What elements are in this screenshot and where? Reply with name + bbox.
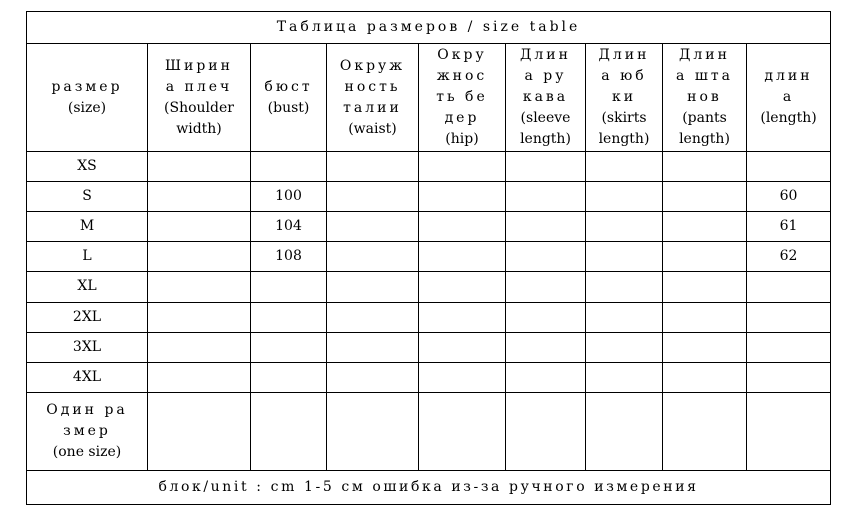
- footer-row: [27, 470, 831, 504]
- table-row-one-size: [27, 392, 831, 470]
- table-cell: [251, 362, 327, 392]
- table-cell: [148, 332, 251, 362]
- table-cell: 100: [251, 182, 327, 212]
- table-row: [27, 302, 831, 332]
- table-cell: [327, 182, 419, 212]
- table-cell: [419, 242, 506, 272]
- column-header-en-line: (bust): [267, 99, 310, 116]
- table-cell: [251, 152, 327, 182]
- table-cell: [148, 302, 251, 332]
- table-cell: [586, 212, 663, 242]
- column-header-en-line: (length): [760, 110, 817, 127]
- table-cell: [148, 362, 251, 392]
- table-cell: [586, 182, 663, 212]
- table-cell: [747, 392, 831, 470]
- column-header-ru-line: а ру: [524, 68, 567, 85]
- table-cell: [506, 272, 586, 302]
- table-cell: [586, 152, 663, 182]
- table-cell: 61: [747, 212, 831, 242]
- table-cell: [148, 182, 251, 212]
- size-label-cell: 4XL: [27, 362, 148, 392]
- table-cell: [747, 302, 831, 332]
- size-table: [26, 11, 831, 505]
- table-cell: [586, 392, 663, 470]
- column-header-en-line: length): [520, 131, 571, 148]
- table-cell: [586, 272, 663, 302]
- table-cell: [419, 332, 506, 362]
- table-row: [27, 212, 831, 242]
- column-header-en-line: (waist): [348, 120, 397, 137]
- one-size-ru-line: змер: [63, 422, 111, 439]
- column-header-ru-line: а: [782, 89, 795, 106]
- column-header: [419, 44, 506, 152]
- column-header-ru-line: а плеч: [165, 78, 233, 95]
- column-header-en-line: (pants: [682, 110, 727, 127]
- table-cell: [506, 392, 586, 470]
- table-cell: [586, 302, 663, 332]
- table-cell: [327, 212, 419, 242]
- table-cell: [327, 272, 419, 302]
- table-row: [27, 182, 831, 212]
- table-cell: [747, 332, 831, 362]
- table-cell: [148, 392, 251, 470]
- column-header-ru-line: Окру: [437, 47, 487, 64]
- table-row: [27, 362, 831, 392]
- table-cell: [251, 332, 327, 362]
- table-cell: [327, 392, 419, 470]
- table-cell: [327, 242, 419, 272]
- size-label-cell: [27, 392, 148, 470]
- table-cell: [148, 272, 251, 302]
- column-header-en-line: (Shoulder: [164, 99, 234, 116]
- column-header-en-line: width): [176, 120, 222, 137]
- column-header-en-line: (hip): [445, 131, 479, 148]
- table-cell: [419, 272, 506, 302]
- table-cell: [419, 392, 506, 470]
- column-header: [27, 44, 148, 152]
- table-cell: 104: [251, 212, 327, 242]
- table-cell: [747, 152, 831, 182]
- column-header: [251, 44, 327, 152]
- table-cell: [506, 302, 586, 332]
- table-row: [27, 332, 831, 362]
- table-cell: [327, 152, 419, 182]
- table-row: [27, 242, 831, 272]
- table-cell: [251, 392, 327, 470]
- table-footer-note: блок/unit : cm 1-5 см ошибка из-за ручного измерения: [27, 470, 831, 504]
- size-label-cell: L: [27, 242, 148, 272]
- one-size-ru-line: Один ра: [46, 401, 128, 418]
- column-header-ru-line: бюст: [264, 78, 313, 95]
- table-cell: [251, 272, 327, 302]
- column-header-ru-line: а юб: [601, 68, 647, 85]
- table-cell: [251, 302, 327, 332]
- size-label-cell: XL: [27, 272, 148, 302]
- column-header-ru-line: длин: [764, 68, 813, 85]
- table-cell: [506, 182, 586, 212]
- table-cell: [663, 332, 747, 362]
- column-header-ru-line: нов: [687, 89, 722, 106]
- one-size-en-line: (one size): [52, 443, 122, 460]
- column-header-ru-line: Длин: [679, 47, 730, 64]
- size-label-cell: S: [27, 182, 148, 212]
- column-header-ru-line: Длин: [520, 47, 571, 64]
- table-cell: [663, 182, 747, 212]
- size-label-cell: 3XL: [27, 332, 148, 362]
- table-cell: [663, 242, 747, 272]
- table-cell: [506, 152, 586, 182]
- table-cell: [419, 362, 506, 392]
- table-cell: [506, 332, 586, 362]
- column-header: [663, 44, 747, 152]
- table-title: Таблица размеров / size table: [27, 12, 831, 44]
- table-cell: [747, 362, 831, 392]
- table-cell: [663, 302, 747, 332]
- table-row: [27, 272, 831, 302]
- table-cell: [419, 182, 506, 212]
- table-cell: 60: [747, 182, 831, 212]
- column-header: [747, 44, 831, 152]
- table-cell: [663, 152, 747, 182]
- table-cell: [506, 242, 586, 272]
- column-header: [586, 44, 663, 152]
- column-header-ru-line: дер: [444, 110, 480, 127]
- column-header-en-line: (skirts: [601, 110, 647, 127]
- table-cell: [148, 242, 251, 272]
- column-header: [148, 44, 251, 152]
- column-header-ru-line: Окруж: [339, 57, 406, 74]
- header-row: [27, 44, 831, 152]
- column-header-en-line: (sleeve: [520, 110, 571, 127]
- table-cell: [327, 362, 419, 392]
- table-cell: [327, 332, 419, 362]
- column-header-ru-line: размер: [51, 78, 123, 95]
- column-header: [327, 44, 419, 152]
- column-header-ru-line: ность: [344, 78, 401, 95]
- table-cell: [419, 302, 506, 332]
- table-cell: [419, 152, 506, 182]
- column-header-ru-line: а шта: [676, 68, 733, 85]
- column-header-en-line: (size): [67, 99, 107, 116]
- column-header-ru-line: ки: [611, 89, 637, 106]
- column-header-ru-line: Длин: [598, 47, 650, 64]
- column-header-ru-line: талии: [343, 99, 402, 116]
- table-cell: [663, 212, 747, 242]
- column-header: [506, 44, 586, 152]
- column-header-ru-line: жнос: [436, 68, 488, 85]
- table-cell: [327, 302, 419, 332]
- column-header-ru-line: ть бе: [436, 89, 488, 106]
- table-cell: [663, 362, 747, 392]
- table-cell: [148, 212, 251, 242]
- table-cell: [506, 212, 586, 242]
- size-label-cell: XS: [27, 152, 148, 182]
- table-cell: [506, 362, 586, 392]
- table-cell: 108: [251, 242, 327, 272]
- column-header-ru-line: кава: [522, 89, 569, 106]
- size-label-cell: M: [27, 212, 148, 242]
- table-cell: [419, 212, 506, 242]
- size-table-container: [26, 11, 830, 505]
- table-cell: [586, 242, 663, 272]
- column-header-en-line: length): [679, 131, 730, 148]
- table-cell: [148, 152, 251, 182]
- table-row: [27, 152, 831, 182]
- table-cell: [663, 272, 747, 302]
- table-cell: [663, 392, 747, 470]
- table-cell: [586, 362, 663, 392]
- size-label-cell: 2XL: [27, 302, 148, 332]
- column-header-ru-line: Ширин: [165, 57, 233, 74]
- table-cell: [586, 332, 663, 362]
- table-cell: [747, 272, 831, 302]
- table-cell: 62: [747, 242, 831, 272]
- column-header-en-line: length): [598, 131, 650, 148]
